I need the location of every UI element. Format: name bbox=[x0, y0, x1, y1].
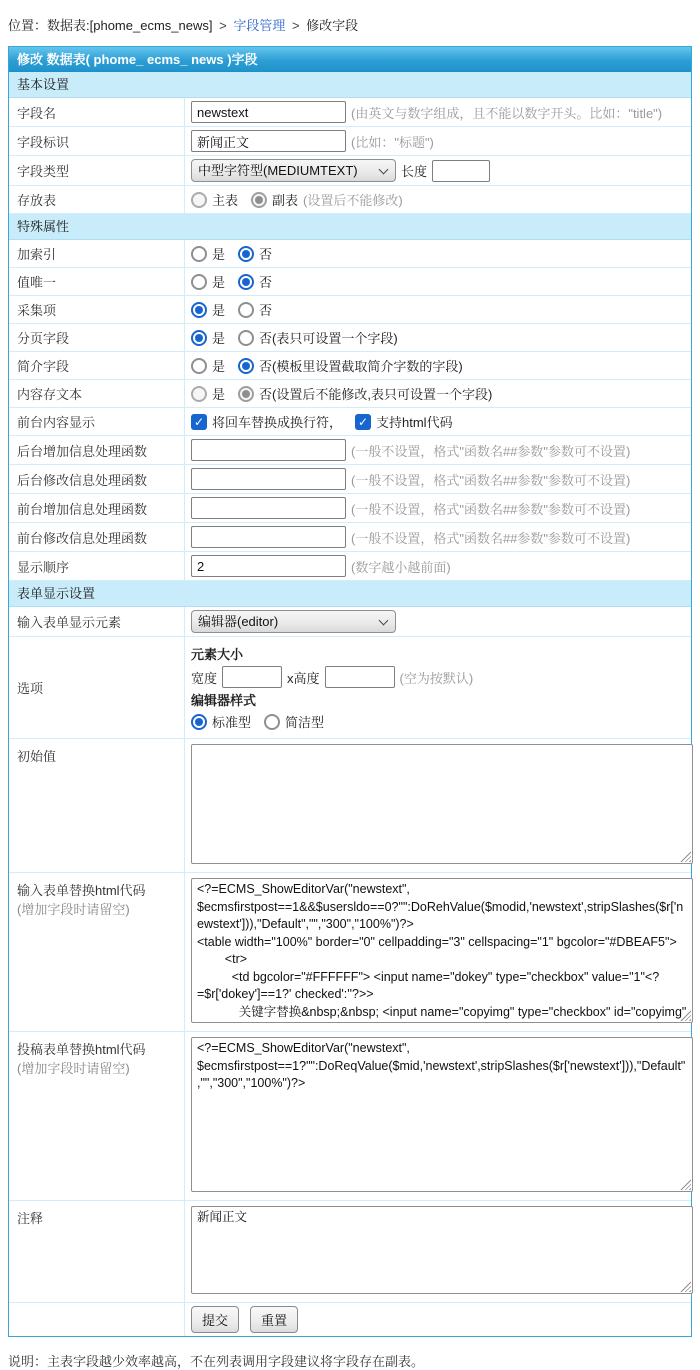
height-input[interactable] bbox=[325, 666, 395, 688]
row-initial-value bbox=[9, 739, 691, 873]
breadcrumb bbox=[8, 15, 692, 34]
reset-button[interactable]: 重置 bbox=[250, 1306, 298, 1333]
paging-no-label: 否(表只可设置一个字段) bbox=[259, 331, 398, 346]
input-html-label bbox=[9, 873, 185, 1031]
fn-back-add-label: 后台增加信息处理函数 bbox=[9, 436, 185, 464]
unique-yes-label: 是 bbox=[212, 275, 226, 290]
initial-value-label: 初始值 bbox=[9, 739, 185, 872]
width-label: 宽度 bbox=[191, 670, 218, 686]
order-label: 显示顺序 bbox=[9, 552, 185, 580]
editor-style-title: 编辑器样式 bbox=[191, 693, 257, 708]
form-element-label: 输入表单显示元素 bbox=[9, 607, 185, 636]
breadcrumb-location-label: 位置： bbox=[8, 18, 48, 33]
note-label: 注释 bbox=[9, 1201, 185, 1302]
editor-style-simple-radio[interactable] bbox=[264, 714, 280, 730]
initial-value-textarea[interactable] bbox=[191, 744, 693, 864]
newline-replace-checkbox[interactable]: ✓ bbox=[191, 414, 207, 430]
buttons-label-spacer bbox=[9, 1303, 185, 1336]
collect-yes-label: 是 bbox=[212, 303, 226, 318]
intro-yes-label: 是 bbox=[212, 359, 226, 374]
store-text-no-radio[interactable] bbox=[238, 386, 254, 402]
front-display-label: 前台内容显示 bbox=[9, 408, 185, 435]
row-store-text bbox=[9, 380, 691, 408]
store-text-yes-label: 是 bbox=[212, 387, 226, 402]
row-buttons bbox=[9, 1303, 691, 1336]
field-length-label: 长度 bbox=[401, 164, 428, 179]
section-form-display: 表单显示设置 bbox=[9, 581, 691, 607]
fn-front-edit-hint: (一般不设置，格式"函数名##参数"参数可不设置) bbox=[351, 530, 631, 546]
input-html-label-sub: (增加字段时请留空) bbox=[17, 902, 130, 917]
row-order bbox=[9, 552, 691, 581]
row-field-title bbox=[9, 127, 691, 156]
editor-style-simple-label: 简洁型 bbox=[285, 715, 325, 730]
unique-yes-radio[interactable] bbox=[191, 274, 207, 290]
store-text-yes-radio[interactable] bbox=[191, 386, 207, 402]
intro-label: 简介字段 bbox=[9, 352, 185, 379]
field-name-hint: (由英文与数字组成，且不能以数字开头。比如："title") bbox=[351, 105, 663, 121]
width-input[interactable] bbox=[222, 666, 282, 688]
intro-no-label: 否(模板里设置截取简介字数的字段) bbox=[259, 359, 463, 374]
fn-back-add-input[interactable] bbox=[191, 439, 346, 461]
section-basic-settings: 基本设置 bbox=[9, 72, 691, 98]
section-special-attrs: 特殊属性 bbox=[9, 214, 691, 240]
fn-front-edit-input[interactable] bbox=[191, 526, 346, 548]
post-html-textarea[interactable] bbox=[191, 1037, 693, 1192]
post-html-label-sub: (增加字段时请留空) bbox=[17, 1061, 130, 1076]
row-input-html bbox=[9, 873, 691, 1032]
intro-no-radio[interactable] bbox=[238, 358, 254, 374]
fn-front-add-label: 前台增加信息处理函数 bbox=[9, 494, 185, 522]
breadcrumb-link-field-manage[interactable]: 字段管理 bbox=[233, 18, 286, 33]
breadcrumb-current: 修改字段 bbox=[306, 18, 359, 33]
fn-back-edit-label: 后台修改信息处理函数 bbox=[9, 465, 185, 493]
edit-field-panel bbox=[8, 46, 692, 1337]
field-title-label: 字段标识 bbox=[9, 127, 185, 155]
collect-label: 采集项 bbox=[9, 296, 185, 323]
fn-back-add-hint: (一般不设置，格式"函数名##参数"参数可不设置) bbox=[351, 443, 631, 459]
row-collect bbox=[9, 296, 691, 324]
add-index-yes-radio[interactable] bbox=[191, 246, 207, 262]
field-title-input[interactable] bbox=[191, 130, 346, 152]
store-table-sub-radio[interactable] bbox=[251, 192, 267, 208]
editor-style-standard-label: 标准型 bbox=[212, 715, 252, 730]
field-type-select-wrap bbox=[191, 159, 396, 182]
size-hint: (空为按默认) bbox=[399, 670, 474, 686]
fn-front-add-hint: (一般不设置，格式"函数名##参数"参数可不设置) bbox=[351, 501, 631, 517]
row-field-type bbox=[9, 156, 691, 186]
intro-yes-radio[interactable] bbox=[191, 358, 207, 374]
field-type-label: 字段类型 bbox=[9, 156, 185, 185]
add-index-label: 加索引 bbox=[9, 240, 185, 267]
post-html-wrap bbox=[191, 1037, 693, 1192]
row-fn-back-add bbox=[9, 436, 691, 465]
unique-no-radio[interactable] bbox=[238, 274, 254, 290]
paging-yes-label: 是 bbox=[212, 331, 226, 346]
row-add-index bbox=[9, 240, 691, 268]
form-element-select-wrap bbox=[191, 610, 396, 633]
support-html-label: 支持html代码 bbox=[376, 415, 453, 430]
store-table-hint: (设置后不能修改) bbox=[303, 193, 403, 208]
field-type-select[interactable] bbox=[191, 159, 396, 182]
form-element-select[interactable] bbox=[191, 610, 396, 633]
unique-no-label: 否 bbox=[259, 275, 273, 290]
row-field-name bbox=[9, 98, 691, 127]
row-note bbox=[9, 1201, 691, 1303]
submit-button[interactable]: 提交 bbox=[191, 1306, 239, 1333]
fn-back-edit-hint: (一般不设置，格式"函数名##参数"参数可不设置) bbox=[351, 472, 631, 488]
row-paging bbox=[9, 324, 691, 352]
height-label: x高度 bbox=[287, 670, 320, 686]
store-table-main-radio[interactable] bbox=[191, 192, 207, 208]
panel-title: 修改 数据表( phome_ ecms_ news )字段 bbox=[9, 47, 691, 72]
row-front-display bbox=[9, 408, 691, 436]
options-label: 选项 bbox=[9, 637, 185, 738]
order-input[interactable] bbox=[191, 555, 346, 577]
row-store-table bbox=[9, 186, 691, 214]
note-wrap bbox=[191, 1206, 693, 1294]
store-text-no-label: 否(设置后不能修改,表只可设置一个字段) bbox=[259, 387, 493, 402]
row-post-html bbox=[9, 1032, 691, 1201]
fn-front-edit-label: 前台修改信息处理函数 bbox=[9, 523, 185, 551]
footer-note: 说明：主表字段越少效率越高，不在列表调用字段建议将字段存在副表。 bbox=[8, 1354, 425, 1369]
paging-yes-radio[interactable] bbox=[191, 330, 207, 346]
store-table-label: 存放表 bbox=[9, 186, 185, 213]
field-title-hint: (比如："标题") bbox=[351, 134, 434, 150]
breadcrumb-separator: > bbox=[219, 18, 227, 33]
field-name-input[interactable] bbox=[191, 101, 346, 123]
field-name-label: 字段名 bbox=[9, 98, 185, 126]
row-form-element bbox=[9, 607, 691, 637]
unique-label: 值唯一 bbox=[9, 268, 185, 295]
row-unique bbox=[9, 268, 691, 296]
collect-no-radio[interactable] bbox=[238, 302, 254, 318]
post-html-label-main: 投稿表单替换html代码 bbox=[17, 1042, 146, 1057]
input-html-label-main: 输入表单替换html代码 bbox=[17, 883, 146, 898]
newline-replace-label: 将回车替换成换行符， bbox=[212, 415, 343, 430]
collect-no-label: 否 bbox=[259, 303, 273, 318]
row-intro bbox=[9, 352, 691, 380]
fn-back-edit-input[interactable] bbox=[191, 468, 346, 490]
input-html-wrap bbox=[191, 878, 693, 1023]
row-fn-front-edit bbox=[9, 523, 691, 552]
note-textarea[interactable] bbox=[191, 1206, 693, 1294]
support-html-checkbox[interactable]: ✓ bbox=[355, 414, 371, 430]
store-text-label: 内容存文本 bbox=[9, 380, 185, 407]
row-fn-front-add bbox=[9, 494, 691, 523]
order-hint: (数字越小越前面) bbox=[351, 559, 451, 575]
input-html-textarea[interactable] bbox=[191, 878, 693, 1023]
store-table-main-label: 主表 bbox=[212, 193, 239, 208]
initial-value-wrap bbox=[191, 744, 693, 864]
row-fn-back-edit bbox=[9, 465, 691, 494]
paging-label: 分页字段 bbox=[9, 324, 185, 351]
store-table-sub-label: 副表 bbox=[272, 193, 299, 208]
add-index-yes-label: 是 bbox=[212, 247, 226, 262]
breadcrumb-separator: > bbox=[291, 18, 300, 33]
add-index-no-label: 否 bbox=[259, 247, 273, 262]
row-options bbox=[9, 637, 691, 739]
field-length-input[interactable] bbox=[432, 160, 490, 182]
collect-yes-radio[interactable] bbox=[191, 302, 207, 318]
editor-style-standard-radio[interactable] bbox=[191, 714, 207, 730]
post-html-label bbox=[9, 1032, 185, 1200]
add-index-no-radio[interactable] bbox=[238, 246, 254, 262]
fn-front-add-input[interactable] bbox=[191, 497, 346, 519]
paging-no-radio[interactable] bbox=[238, 330, 254, 346]
breadcrumb-table-ref: 数据表:[phome_ecms_news] bbox=[47, 18, 213, 33]
element-size-title: 元素大小 bbox=[191, 647, 244, 662]
